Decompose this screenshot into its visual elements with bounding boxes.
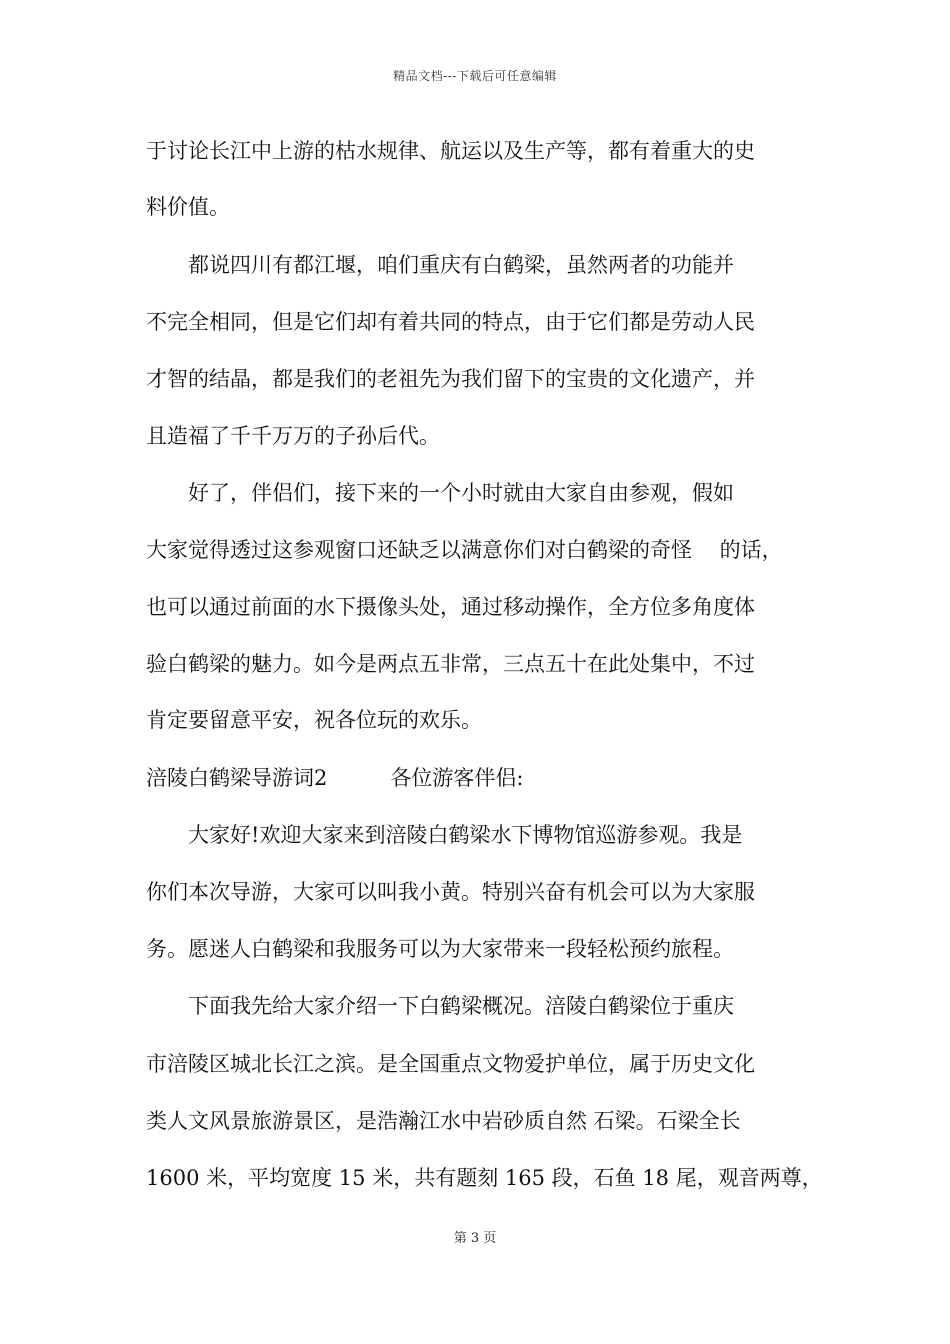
- text-line: 1600 米，平均宽度 15 米，共有题刻 165 段，石鱼 18 尾，观音两尊，: [146, 1166, 823, 1190]
- text-line: 好了，伴侣们，接下来的一个小时就由大家自由参观，假如: [146, 481, 734, 505]
- page-number: 第 3 页: [453, 1231, 497, 1246]
- text-line: 也可以通过前面的水下摄像头处，通过移动操作，全方位多角度体: [146, 595, 755, 619]
- text-line: 市涪陵区城北长江之滨。是全国重点文物爱护单位，属于历史文化: [146, 1052, 755, 1076]
- text-line: 大家觉得透过这参观窗口还缺乏以满意你们对白鹤梁的奇怪 的话，: [146, 538, 783, 562]
- text-line: 都说四川有都江堰，咱们重庆有白鹤梁，虽然两者的功能并: [146, 253, 734, 277]
- text-line: 于讨论长江中上游的枯水规律、航运以及生产等，都有着重大的史: [146, 139, 755, 163]
- text-line: 且造福了千千万万的子孙后代。: [146, 424, 440, 448]
- section-heading-line: 涪陵白鹤梁导游词2 各位游客伴侣:: [146, 766, 524, 790]
- text-line: 你们本次导游，大家可以叫我小黄。特别兴奋有机会可以为大家服: [146, 880, 755, 904]
- page-header: 精品文档---下载后可任意编辑: [393, 69, 557, 83]
- text-line: 类人文风景旅游景区，是浩瀚江水中岩砂质自然 石梁。石梁全长: [146, 1109, 741, 1133]
- text-line: 下面我先给大家介绍一下白鹤梁概况。涪陵白鹤梁位于重庆: [146, 994, 734, 1018]
- text-line: 验白鹤梁的魅力。如今是两点五非常，三点五十在此处集中，不过: [146, 652, 755, 676]
- text-line: 不完全相同，但是它们却有着共同的特点，由于它们都是劳动人民: [146, 310, 755, 334]
- text-line: 大家好!欢迎大家来到涪陵白鹤梁水下博物馆巡游参观。我是: [146, 823, 743, 847]
- text-line: 才智的结晶，都是我们的老祖先为我们留下的宝贵的文化遗产，并: [146, 367, 755, 391]
- text-line: 肯定要留意平安，祝各位玩的欢乐。: [146, 708, 482, 732]
- text-line: 料价值。: [146, 195, 230, 219]
- text-line: 务。愿迷人白鹤梁和我服务可以为大家带来一段轻松预约旅程。: [146, 937, 734, 961]
